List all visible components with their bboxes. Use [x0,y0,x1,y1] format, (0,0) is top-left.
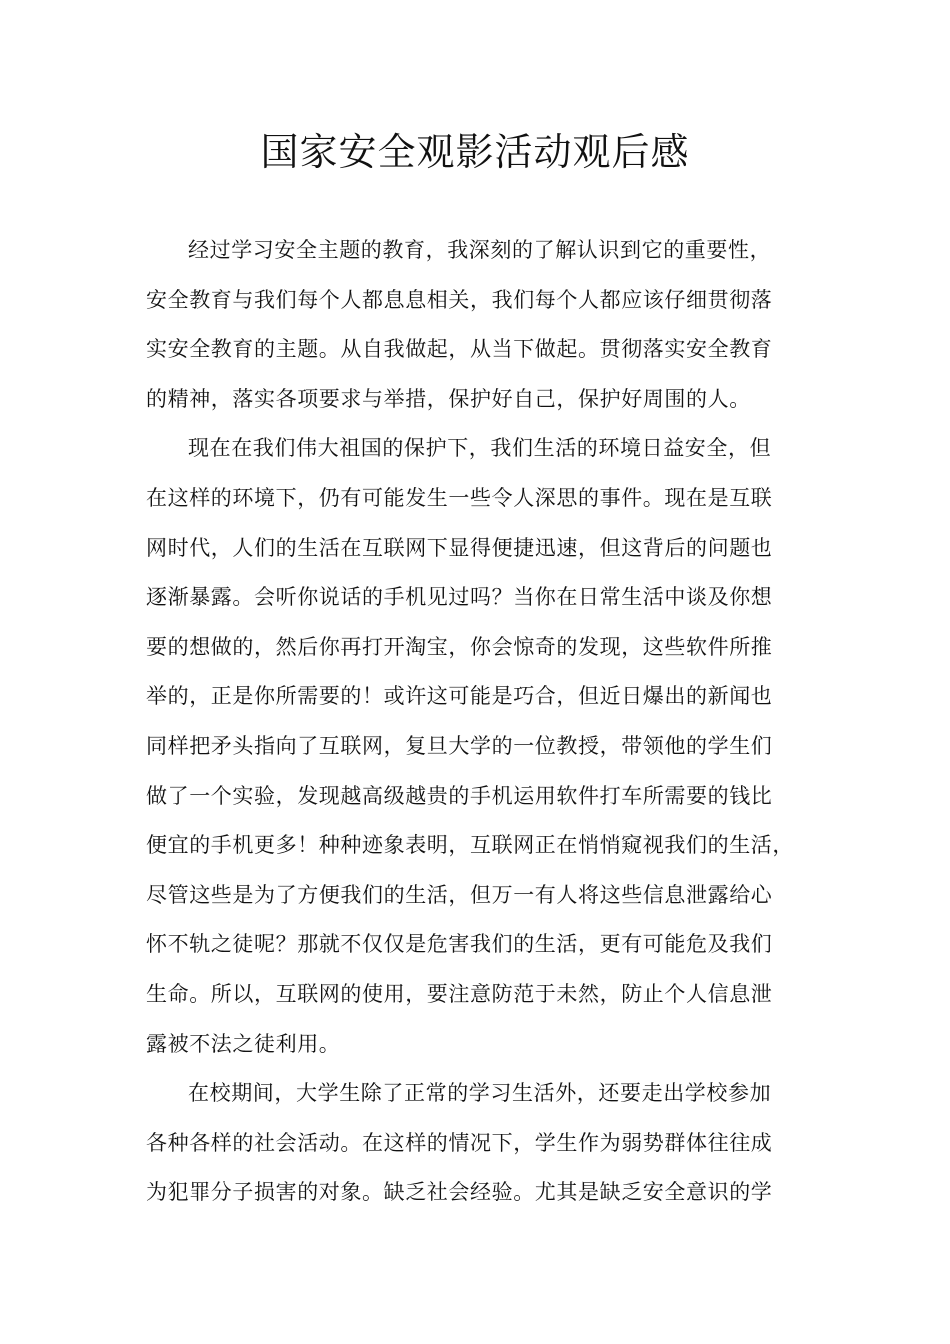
paragraph-line: 实安全教育的主题。从自我做起，从当下做起。贯彻落实安全教育 [146,337,773,362]
paragraph-line: 生命。所以，互联网的使用，要注意防范于未然，防止个人信息泄 [146,981,773,1006]
paragraph-line: 为犯罪分子损害的对象。缺乏社会经验。尤其是缺乏安全意识的学 [146,1180,773,1205]
paragraph-line: 做了一个实验，发现越高级越贵的手机运用软件打车所需要的钱比 [146,783,773,808]
paragraph-line: 逐渐暴露。会听你说话的手机见过吗？当你在日常生活中谈及你想 [146,585,773,610]
paragraph-line: 的精神，落实各项要求与举措，保护好自己，保护好周围的人。 [146,386,751,411]
paragraph-line: 要的想做的，然后你再打开淘宝，你会惊奇的发现，这些软件所推 [146,634,773,659]
paragraph-line: 尽管这些是为了方便我们的生活，但万一有人将这些信息泄露给心 [146,882,773,907]
paragraph-line: 同样把矛头指向了互联网，复旦大学的一位教授，带领他的学生们 [146,733,773,758]
paragraph-line: 在这样的环境下，仍有可能发生一些令人深思的事件。现在是互联 [146,485,773,510]
paragraph-line: 便宜的手机更多！种种迹象表明，互联网正在悄悄窥视我们的生活， [146,833,794,858]
paragraph-line: 现在在我们伟大祖国的保护下，我们生活的环境日益安全，但 [188,436,772,461]
paragraph-line: 各种各样的社会活动。在这样的情况下，学生作为弱势群体往往成 [146,1130,773,1155]
paragraph-line: 经过学习安全主题的教育，我深刻的了解认识到它的重要性， [188,238,772,262]
paragraph-line: 举的，正是你所需要的！或许这可能是巧合，但近日爆出的新闻也 [146,684,773,709]
document-body [146,226,826,1218]
paragraph-line: 露被不法之徒利用。 [146,1031,341,1056]
paragraph-line: 在校期间，大学生除了正常的学习生活外，还要走出学校参加 [188,1081,772,1106]
paragraph-line: 怀不轨之徒呢？那就不仅仅是危害我们的生活，更有可能危及我们 [146,932,773,957]
page-title: 国家安全观影活动观后感 [260,130,690,174]
paragraph-line: 网时代，人们的生活在互联网下显得便捷迅速，但这背后的问题也 [146,535,773,560]
paragraph-line: 安全教育与我们每个人都息息相关，我们每个人都应该仔细贯彻落 [146,287,773,312]
